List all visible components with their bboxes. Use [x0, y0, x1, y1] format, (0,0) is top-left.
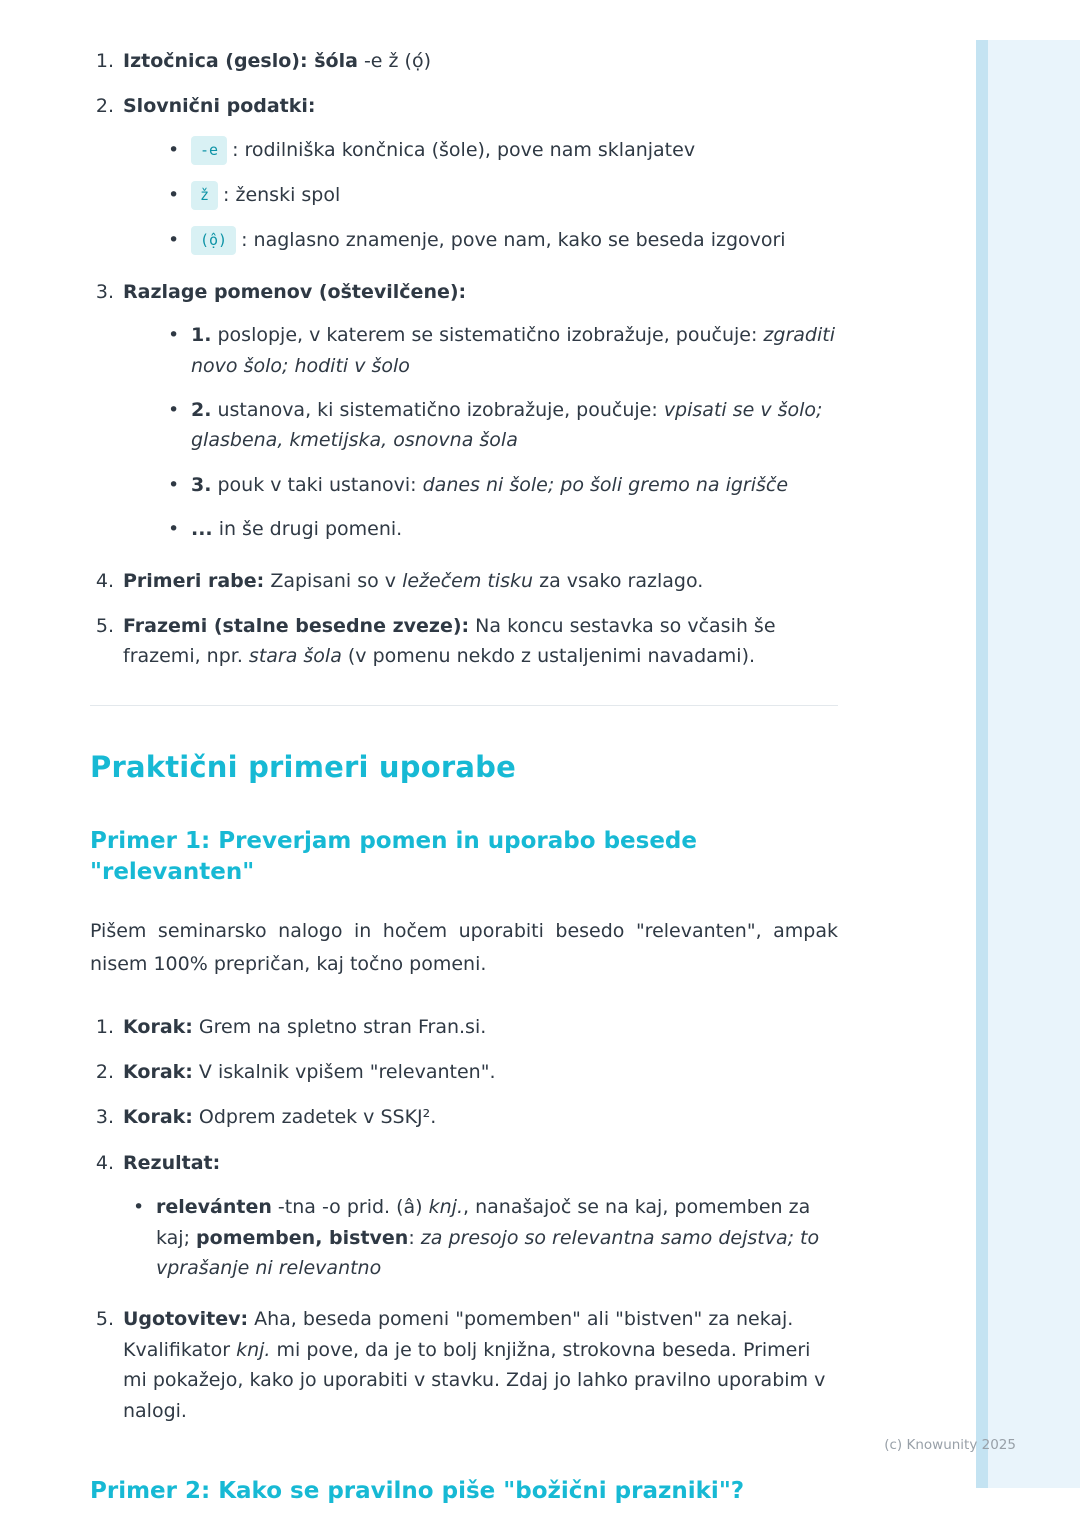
grammar-bullet	[168, 225, 838, 256]
item-title: Slovnični podatki:	[123, 95, 316, 118]
right-accent-stripe	[976, 40, 1080, 1488]
sense-text: poslopje, v katerem se sistematično izobražuje, poučuje:	[211, 324, 764, 347]
step-label: Korak:	[123, 1015, 193, 1038]
bullet-dot: •	[168, 398, 180, 421]
entry-guide-list	[90, 46, 838, 672]
step-item	[90, 1012, 838, 1042]
step-text: Aha, beseda pomeni "pomemben" ali "bistven" za nekaj. Kvalifikator	[123, 1308, 794, 1361]
bullet-dot: •	[168, 518, 180, 541]
sense-bullet	[168, 395, 838, 456]
list-number: 2.	[95, 1061, 114, 1084]
item-text: Na koncu sestavka so včasih še frazemi, npr.	[123, 614, 776, 668]
step-item	[90, 1102, 838, 1132]
bullet-dot: •	[168, 138, 180, 161]
list-number: 5.	[95, 614, 114, 637]
step-item	[90, 1148, 838, 1290]
list-item	[90, 277, 838, 551]
example1-heading: Primer 1: Preverjam pomen in uporabo besede "relevanten"	[90, 827, 697, 886]
step-item	[90, 1304, 838, 1426]
bullet-text: : rodilniška končnica (šole), pove nam sklanjatev	[232, 138, 696, 161]
list-number: 3.	[95, 1106, 114, 1129]
grammar-bullet	[168, 180, 838, 211]
sense-examples: vpisati se v šolo; glasbena, kmetijska, osnovna šola	[191, 398, 823, 452]
list-number: 4.	[95, 1151, 114, 1174]
sense-bullet	[168, 514, 838, 544]
list-item	[90, 611, 838, 672]
bullet-dot: •	[168, 473, 180, 496]
code-badge: ž	[191, 181, 218, 210]
section-divider	[90, 705, 838, 706]
example2-heading: Primer 2: Kako se pravilno piše "božični prazniki"?	[90, 1477, 745, 1504]
sense-text: ustanova, ki sistematično izobražuje, poučuje:	[211, 398, 664, 421]
sense-number: 2.	[191, 398, 212, 421]
sense-number: 1.	[191, 324, 212, 347]
item-text: Zapisani so v	[264, 569, 403, 592]
list-item	[90, 91, 838, 261]
item-italic: stara šola	[248, 645, 342, 668]
step-text: Odprem zadetek v SSKJ².	[192, 1106, 437, 1129]
section-title: Praktični primeri uporabe	[90, 749, 516, 784]
bullet-dot: •	[133, 1196, 145, 1219]
step-italic: knj.	[236, 1338, 271, 1361]
result-text: :	[408, 1226, 421, 1249]
headword-label: Iztočnica (geslo): šóla	[123, 50, 358, 72]
bullet-text: : ženski spol	[223, 183, 341, 206]
bullet-dot: •	[168, 324, 180, 347]
headword-grammar: -e ž (ọ́)	[357, 50, 431, 72]
item-italic: ležečem tisku	[402, 569, 534, 592]
right-accent-stripe-band	[976, 40, 988, 1488]
bullet-dot: •	[168, 228, 180, 251]
step-label: Ugotovitev:	[123, 1308, 249, 1331]
bullet-dot: •	[168, 183, 180, 206]
list-item	[90, 46, 838, 76]
sense-number: ...	[191, 518, 213, 541]
example1-steps-list	[90, 1012, 838, 1426]
code-badge: (ộ)	[191, 226, 236, 255]
copyright-credit: (c) Knowunity 2025	[884, 1437, 1016, 1453]
sense-number: 3.	[191, 473, 212, 496]
sense-examples: danes ni šole; po šoli gremo na igrišče	[422, 473, 789, 496]
step-item	[90, 1057, 838, 1087]
result-examples: za presojo so relevantna samo dejstva; to vprašanje ni relevantno	[156, 1226, 820, 1279]
result-text: , nanašajoč se na kaj, pomemben za kaj;	[156, 1196, 811, 1249]
item-title: Frazemi (stalne besedne zveze):	[123, 614, 470, 637]
result-qualifier: knj.	[428, 1196, 464, 1219]
sense-text: in še drugi pomeni.	[212, 518, 403, 541]
grammar-bullet-list	[123, 135, 838, 256]
list-number: 1.	[95, 50, 114, 72]
sense-examples: zgraditi novo šolo; hoditi v šolo	[191, 324, 835, 377]
list-number: 2.	[95, 95, 114, 118]
result-synonyms: pomemben, bistven	[196, 1226, 409, 1249]
list-number: 4.	[95, 569, 114, 592]
list-item	[90, 566, 838, 596]
result-headword: relevánten	[156, 1196, 272, 1219]
step-label: Korak:	[123, 1061, 193, 1084]
list-number: 5.	[95, 1308, 114, 1331]
step-label: Korak:	[123, 1106, 193, 1129]
item-text: za vsako razlago.	[533, 569, 704, 592]
dictionary-result	[133, 1192, 838, 1283]
grammar-bullet	[168, 135, 838, 166]
step-text: V iskalnik vpišem "relevanten".	[192, 1061, 496, 1084]
item-text: (v pomenu nekdo z ustaljenimi navadami).	[341, 645, 756, 668]
sense-bullet	[168, 470, 838, 500]
sense-bullet-list	[123, 320, 838, 544]
item-title: Razlage pomenov (oštevilčene):	[123, 280, 467, 303]
step-text: Grem na spletno stran Fran.si.	[192, 1015, 487, 1038]
list-number: 3.	[95, 280, 114, 303]
bullet-text: : naglasno znamenje, pove nam, kako se beseda izgovori	[241, 228, 786, 251]
step-text: mi pove, da je to bolj knjižna, strokovna beseda. Primeri mi pokažejo, kako jo uporabiti v stavku. Zdaj jo lahko pravilno uporabim v nalogi.	[123, 1338, 826, 1422]
sense-text: pouk v taki ustanovi:	[211, 473, 423, 496]
sense-bullet	[168, 320, 838, 381]
list-number: 1.	[95, 1015, 114, 1038]
item-title: Primeri rabe:	[123, 569, 265, 592]
step-label: Rezultat:	[123, 1151, 221, 1174]
result-text: -tna -o prid. (â)	[271, 1196, 429, 1219]
code-badge: -e	[191, 136, 227, 165]
example1-intro: Pišem seminarsko nalogo in hočem uporabiti besedo "relevanten", ampak nisem 100% prepričan, kaj točno pomeni.	[90, 920, 838, 976]
